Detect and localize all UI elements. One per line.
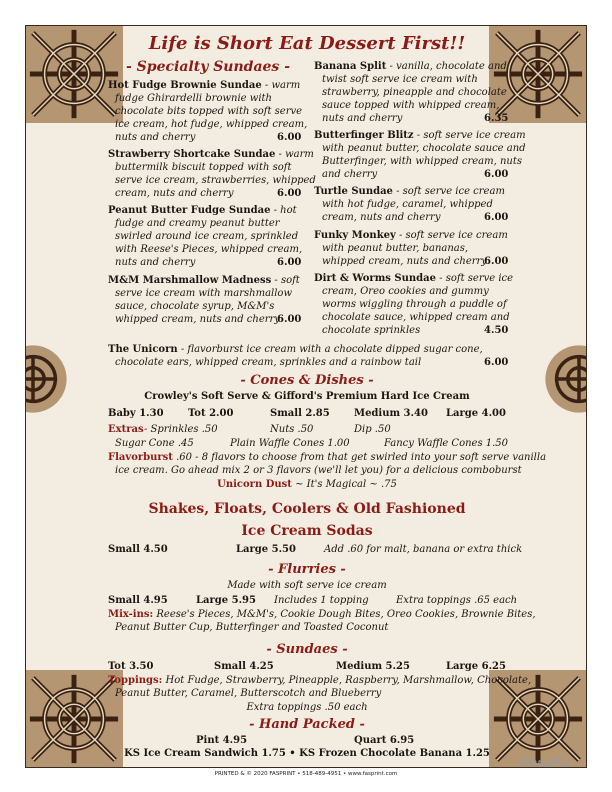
shake-small: Small 4.50 [108, 544, 168, 555]
flurries-heading: - Flurries - [268, 562, 346, 577]
sundae-small: Small 4.25 [214, 661, 274, 672]
shake-large: Large 5.50 [236, 544, 296, 555]
unicorn-dust-label: Unicorn Dust [217, 479, 292, 490]
peanut-line: nuts and cherry [115, 257, 196, 268]
flurry-extra: Extra toppings .65 each [396, 595, 518, 606]
peanut-price: 6.00 [277, 257, 302, 268]
mm-price: 6.00 [277, 314, 302, 325]
dirt-title: Dirt & Worms Sundae - soft serve ice [314, 273, 514, 284]
flavorburst-line: Flavorburst .60 - 8 flavors to choose from that get swirled into your soft serve vanilla [108, 452, 547, 463]
cone-size-medium: Medium 3.40 [354, 408, 428, 419]
dirt-line: cream, Oreo cookies and gummy [322, 286, 489, 297]
banana-line: twist soft serve ice cream with [322, 74, 478, 85]
flurries-subtitle: Made with soft serve ice cream [227, 580, 387, 591]
flavorburst-label: Flavorburst [108, 452, 173, 463]
sundae-extra: Extra toppings .50 each [246, 702, 368, 713]
sundae-medium: Medium 5.25 [336, 661, 410, 672]
dirt-price: 4.50 [484, 325, 509, 336]
strawberry-line: serve ice cream, strawberries, whipped [115, 175, 316, 186]
strawberry-title: Strawberry Shortcake Sundae - warm [108, 149, 314, 160]
funky-title: Funky Monkey - soft serve ice cream [314, 230, 508, 241]
hot-fudge-name: Hot Fudge Brownie Sundae [108, 80, 262, 91]
mm-line: sauce, chocolate syrup, M&M's [115, 301, 275, 312]
cones-subtitle: Crowley's Soft Serve & Gifford's Premium Hard Ice Cream [144, 391, 470, 402]
menu-page [25, 25, 587, 768]
sundaes-heading: - Sundaes - [266, 642, 348, 657]
hot-fudge-line: ice cream, hot fudge, whipped cream, [115, 119, 308, 130]
pint-price: Pint 4.95 [196, 735, 248, 746]
printer-footer: PRINTED & © 2020 FASPRINT • 518-489-4951 • www.fasprint.com [214, 771, 398, 777]
hot-fudge-line: nuts and cherry [115, 132, 196, 143]
sugar-cone: Sugar Cone .45 [115, 438, 194, 449]
shake-note: Add .60 for malt, banana or extra thick [324, 544, 523, 555]
dirt-line: worms wiggling through a puddle of [322, 299, 507, 310]
dirt-line: chocolate sauce, whipped cream and [322, 312, 510, 323]
banana-line: nuts and cherry [322, 113, 403, 124]
turtle-name: Turtle Sundae [314, 186, 393, 197]
toppings-line-2: Peanut Butter, Caramel, Butterscotch and Blueberry [115, 688, 382, 699]
butterfinger-line: with peanut butter, chocolate sauce and [322, 143, 526, 154]
dirt-line: chocolate sprinkles [322, 325, 421, 336]
fancy-waffle-cones: Fancy Waffle Cones 1.50 [384, 438, 509, 449]
funky-name: Funky Monkey [314, 230, 396, 241]
mm-line: whipped cream, nuts and cherry [115, 314, 280, 325]
extras-label: Extras [108, 424, 144, 435]
sundae-tot: Tot 3.50 [108, 661, 154, 672]
butterfinger-price: 6.00 [484, 169, 509, 180]
banana-title: Banana Split - vanilla, chocolate and [314, 61, 507, 72]
toppings-label: Toppings: [108, 675, 163, 686]
turtle-price: 6.00 [484, 212, 509, 223]
novelty-line: KS Ice Cream Sandwich 1.75 • KS Frozen Chocolate Banana 1.25 [124, 748, 490, 759]
flurry-small: Small 4.95 [108, 595, 168, 606]
banana-line: sauce topped with whipped cream, [322, 100, 500, 111]
strawberry-name: Strawberry Shortcake Sundae [108, 149, 276, 160]
sodas-heading: Ice Cream Sodas [241, 523, 373, 539]
unicorn-line: chocolate ears, whipped cream, sprinkles and a rainbow tail [115, 357, 422, 368]
shakes-heading: Shakes, Floats, Coolers & Old Fashioned [148, 501, 466, 517]
peanut-title: Peanut Butter Fudge Sundae - hot [108, 205, 297, 216]
peanut-name: Peanut Butter Fudge Sundae [108, 205, 271, 216]
unicorn-name: The Unicorn [108, 344, 178, 355]
cone-size-baby: Baby 1.30 [108, 408, 164, 419]
sundae-large: Large 6.25 [446, 661, 506, 672]
funky-line: whipped cream, nuts and cherry [322, 256, 487, 267]
banana-name: Banana Split [314, 61, 387, 72]
turtle-title: Turtle Sundae - soft serve ice cream [314, 186, 505, 197]
flurry-large: Large 5.95 [196, 595, 256, 606]
hot-fudge-price: 6.00 [277, 132, 302, 143]
peanut-line: with Reese's Pieces, whipped cream, [115, 244, 303, 255]
mixins-line-2: Peanut Butter Cup, Butterfinger and Toasted Coconut [115, 622, 389, 633]
turtle-line: cream, nuts and cherry [322, 212, 441, 223]
butterfinger-title: Butterfinger Blitz - soft serve ice cream [314, 130, 526, 141]
strawberry-line: cream, nuts and cherry [115, 188, 234, 199]
peanut-line: swirled around ice cream, sprinkled [115, 231, 299, 242]
unicorn-price: 6.00 [484, 357, 509, 368]
unicorn-title: The Unicorn - flavorburst ice cream with a chocolate dipped sugar cone, [108, 344, 483, 355]
extra-dip: Dip .50 [354, 424, 391, 435]
butterfinger-name: Butterfinger Blitz [314, 130, 414, 141]
hot-fudge-title: Hot Fudge Brownie Sundae - warm [108, 80, 301, 91]
cone-size-small: Small 2.85 [270, 408, 330, 419]
plain-waffle-cones: Plain Waffle Cones 1.00 [230, 438, 350, 449]
funky-price: 6.00 [484, 256, 509, 267]
mm-line: serve ice cream with marshmallow [115, 288, 293, 299]
hand-packed-heading: - Hand Packed - [249, 717, 365, 732]
page-title: Life is Short Eat Dessert First!! [148, 33, 466, 54]
mixins-line: Mix-ins: Reese's Pieces, M&M's, Cookie Dough Bites, Oreo Cookies, Brownie Bites, [108, 609, 536, 620]
extra-nuts: Nuts .50 [270, 424, 314, 435]
mm-name: M&M Marshmallow Madness [108, 275, 272, 286]
unicorn-dust-line: Unicorn Dust ~ It's Magical ~ .75 [217, 479, 397, 490]
butterfinger-line: and cherry [322, 169, 378, 180]
mixins-label: Mix-ins: [108, 609, 154, 620]
cones-heading: - Cones & Dishes - [240, 373, 374, 388]
peanut-line: fudge and creamy peanut butter [115, 218, 280, 229]
hot-fudge-line: fudge Ghirardelli brownie with [115, 93, 272, 104]
strawberry-line: buttermilk biscuit topped with soft [115, 162, 292, 173]
watermark: MenuPix [519, 756, 570, 770]
mm-title: M&M Marshmallow Madness - soft [108, 275, 300, 286]
toppings-line: Toppings: Hot Fudge, Strawberry, Pineapple, Raspberry, Marshmallow, Chocolate, [108, 675, 532, 686]
butterfinger-line: Butterfinger, with whipped cream, nuts [322, 156, 523, 167]
strawberry-price: 6.00 [277, 188, 302, 199]
funky-line: with peanut butter, bananas, [322, 243, 469, 254]
flavorburst-line-2: ice cream. Go ahead mix 2 or 3 flavors (we'll let you) for a delicious comboburst [115, 465, 522, 476]
flurry-includes: Includes 1 topping [274, 595, 369, 606]
turtle-line: with hot fudge, caramel, whipped [322, 199, 493, 210]
specialty-heading: - Specialty Sundaes - [126, 59, 291, 75]
cone-size-tot: Tot 2.00 [188, 408, 234, 419]
banana-price: 6.35 [484, 113, 509, 124]
banana-line: strawberry, pineapple and chocolate [322, 87, 507, 98]
hot-fudge-line: chocolate bits topped with soft serve [115, 106, 303, 117]
quart-price: Quart 6.95 [354, 735, 415, 746]
cone-size-large: Large 4.00 [446, 408, 506, 419]
dirt-name: Dirt & Worms Sundae [314, 273, 436, 284]
extra-sprinkles: - Sprinkles .50 [144, 424, 218, 435]
